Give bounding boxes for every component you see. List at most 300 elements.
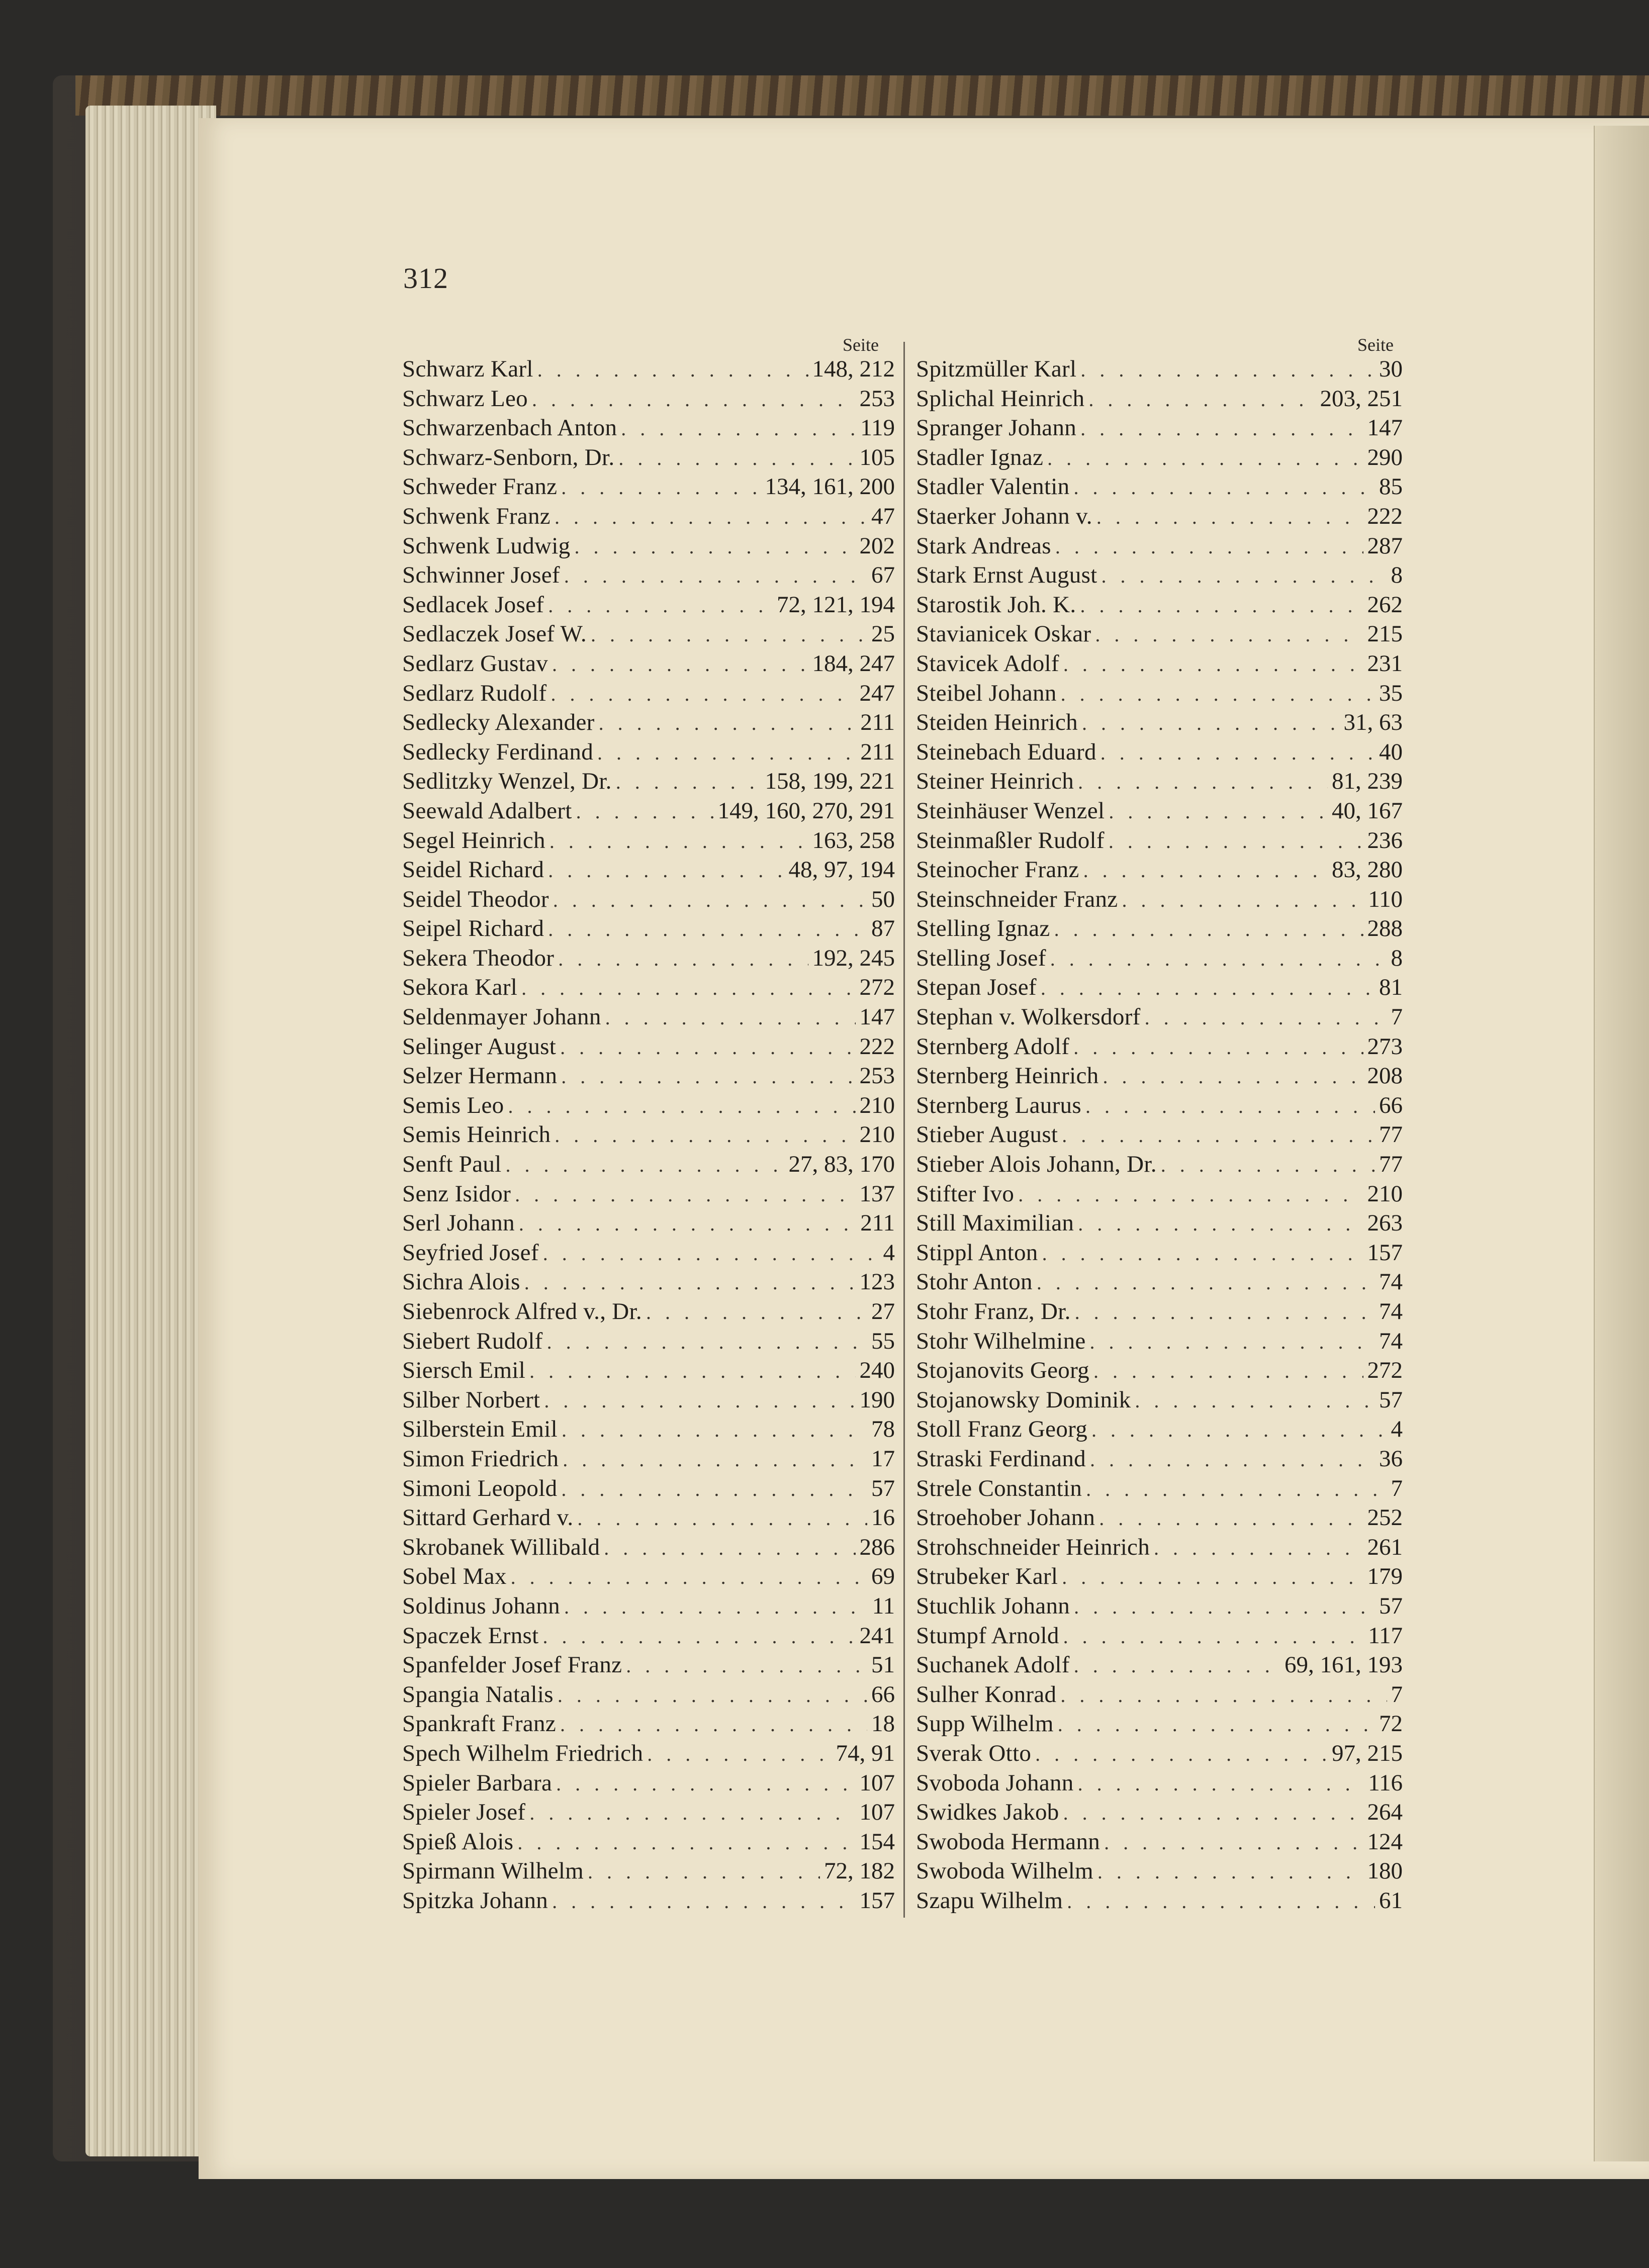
- index-entry: [916, 1710, 1403, 1740]
- entry-pages: 81, 239: [1332, 768, 1403, 795]
- dot-leader: [574, 535, 855, 558]
- dot-leader: [1145, 1006, 1387, 1029]
- entry-name: Spankraft Franz: [402, 1711, 556, 1737]
- page-stack: [85, 106, 216, 2156]
- entry-pages: 190: [859, 1386, 895, 1413]
- dot-leader: [551, 682, 855, 706]
- entry-name: Stieber August: [916, 1121, 1058, 1148]
- index-entry: [916, 414, 1403, 444]
- entry-name: Steinocher Franz: [916, 857, 1079, 883]
- entry-pages: 81: [1379, 974, 1403, 1001]
- index-entry: [402, 1445, 895, 1475]
- entry-pages: 51: [871, 1652, 895, 1678]
- entry-name: Stohr Wilhelmine: [916, 1328, 1086, 1354]
- entry-pages: 35: [1379, 680, 1403, 706]
- dot-leader: [517, 1831, 855, 1854]
- entry-pages: 240: [859, 1357, 895, 1384]
- index-entry: [402, 1592, 895, 1622]
- dot-leader: [1088, 388, 1316, 411]
- entry-pages: 72, 121, 194: [777, 591, 895, 618]
- entry-name: Stifter Ivo: [916, 1180, 1015, 1207]
- entry-name: Stephan v. Wolkersdorf: [916, 1004, 1141, 1030]
- entry-pages: 4: [1391, 1416, 1403, 1443]
- entry-pages: 116: [1368, 1769, 1403, 1796]
- entry-name: Stieber Alois Johann, Dr.: [916, 1151, 1157, 1178]
- index-entry: [916, 1357, 1403, 1386]
- dot-leader: [1035, 1742, 1328, 1766]
- entry-name: Siebert Rudolf: [402, 1328, 543, 1354]
- index-entry: [916, 1415, 1403, 1445]
- entry-name: Steinhäuser Wenzel: [916, 797, 1105, 824]
- dot-leader: [555, 1123, 855, 1147]
- entry-pages: 107: [859, 1799, 895, 1826]
- index-entry: [402, 886, 895, 915]
- index-entry: [916, 1681, 1403, 1711]
- entry-pages: 273: [1367, 1033, 1403, 1060]
- index-entry: [916, 1268, 1403, 1298]
- entry-pages: 77: [1379, 1151, 1403, 1178]
- dot-leader: [1063, 1801, 1363, 1825]
- marbled-edge: [75, 75, 1649, 116]
- entry-name: Seidel Richard: [402, 857, 544, 883]
- dot-leader: [515, 1183, 855, 1206]
- dot-leader: [560, 1035, 855, 1059]
- entry-name: Sedlaczek Josef W.: [402, 621, 587, 647]
- index-entry: [402, 620, 895, 650]
- index-entry: [402, 1622, 895, 1652]
- entry-name: Svoboda Johann: [916, 1769, 1074, 1796]
- dot-leader: [1109, 829, 1363, 853]
- entry-pages: 147: [859, 1004, 895, 1030]
- entry-name: Serl Johann: [402, 1210, 515, 1237]
- entry-name: Silber Norbert: [402, 1386, 540, 1413]
- entry-pages: 247: [859, 680, 895, 706]
- dot-leader: [529, 1801, 855, 1825]
- index-entry: [402, 944, 895, 974]
- entry-name: Senz Isidor: [402, 1180, 511, 1207]
- dot-leader: [1093, 1359, 1363, 1383]
- entry-name: Seewald Adalbert: [402, 797, 572, 824]
- dot-leader: [1080, 417, 1363, 440]
- entry-name: Simon Friedrich: [402, 1445, 559, 1472]
- index-entry: [916, 1151, 1403, 1180]
- index-entry: [916, 1857, 1403, 1887]
- index-entry: [916, 1622, 1403, 1652]
- index-entry: [402, 1151, 895, 1180]
- entry-pages: 16: [871, 1504, 895, 1531]
- dot-leader: [1099, 1506, 1363, 1530]
- entry-name: Spieß Alois: [402, 1828, 514, 1855]
- entry-pages: 119: [860, 415, 895, 441]
- index-entry: [402, 1534, 895, 1563]
- entry-pages: 74: [1379, 1269, 1403, 1295]
- index-entry: [916, 444, 1403, 474]
- index-entry: [916, 827, 1403, 857]
- entry-name: Sternberg Adolf: [916, 1033, 1070, 1060]
- dot-leader: [548, 594, 773, 617]
- dot-leader: [618, 446, 855, 470]
- entry-name: Silberstein Emil: [402, 1416, 558, 1443]
- dot-leader: [1090, 1330, 1375, 1354]
- entry-pages: 57: [1379, 1386, 1403, 1413]
- index-entry: [916, 886, 1403, 915]
- index-entry: [916, 1475, 1403, 1504]
- entry-pages: 147: [1367, 415, 1403, 441]
- entry-name: Sichra Alois: [402, 1269, 520, 1295]
- entry-pages: 157: [1367, 1239, 1403, 1266]
- entry-name: Spanfelder Josef Franz: [402, 1652, 622, 1678]
- entry-name: Strubeker Karl: [916, 1563, 1058, 1590]
- dot-leader: [1047, 446, 1363, 470]
- dot-leader: [1042, 1242, 1363, 1265]
- entry-name: Semis Heinrich: [402, 1121, 551, 1148]
- entry-name: Stojanowsky Dominik: [916, 1386, 1131, 1413]
- index-entry: [916, 355, 1403, 385]
- index-entry: [916, 738, 1403, 768]
- dot-leader: [1037, 1271, 1375, 1294]
- entry-name: Stelling Josef: [916, 944, 1046, 971]
- entry-pages: 97, 215: [1332, 1740, 1403, 1766]
- index-entry: [402, 1740, 895, 1769]
- entry-name: Stadler Ignaz: [916, 444, 1044, 470]
- dot-leader: [563, 1448, 867, 1471]
- entry-name: Skrobanek Willibald: [402, 1534, 600, 1560]
- entry-name: Stavicek Adolf: [916, 650, 1059, 677]
- entry-pages: 211: [860, 1210, 895, 1237]
- index-entry: [916, 797, 1403, 827]
- entry-name: Sternberg Laurus: [916, 1092, 1081, 1118]
- entry-pages: 215: [1367, 621, 1403, 647]
- index-entry: [402, 473, 895, 503]
- entry-pages: 263: [1367, 1210, 1403, 1237]
- index-column-left: [402, 355, 895, 1916]
- entry-name: Stuchlik Johann: [916, 1592, 1070, 1619]
- dot-leader: [1062, 1565, 1363, 1589]
- index-entry: [916, 1887, 1403, 1917]
- dot-leader: [626, 1654, 867, 1677]
- entry-pages: 55: [871, 1328, 895, 1354]
- next-page-edge: [1594, 126, 1649, 2161]
- entry-pages: 222: [1367, 503, 1403, 529]
- entry-name: Sobel Max: [402, 1563, 507, 1590]
- entry-pages: 78: [871, 1416, 895, 1443]
- entry-name: Stohr Anton: [916, 1269, 1033, 1295]
- entry-name: Senft Paul: [402, 1151, 502, 1178]
- entry-pages: 25: [871, 621, 895, 647]
- entry-name: Siebenrock Alfred v., Dr.: [402, 1298, 642, 1325]
- entry-pages: 72: [1379, 1711, 1403, 1737]
- dot-leader: [604, 1536, 855, 1560]
- index-entry: [402, 444, 895, 474]
- entry-pages: 57: [1379, 1592, 1403, 1619]
- index-entry: [402, 1651, 895, 1681]
- entry-pages: 231: [1367, 650, 1403, 677]
- dot-leader: [524, 1271, 856, 1294]
- index-entry: [916, 915, 1403, 944]
- entry-pages: 27, 83, 170: [788, 1151, 895, 1178]
- entry-pages: 8: [1391, 944, 1403, 971]
- index-entry: [916, 1534, 1403, 1563]
- dot-leader: [576, 800, 714, 823]
- dot-leader: [1074, 1595, 1375, 1619]
- entry-pages: 31, 63: [1343, 709, 1403, 736]
- dot-leader: [1078, 770, 1328, 794]
- entry-name: Siersch Emil: [402, 1357, 526, 1384]
- dot-leader: [1097, 1860, 1363, 1883]
- entry-name: Schwenk Franz: [402, 503, 551, 529]
- entry-pages: 7: [1391, 1681, 1403, 1708]
- index-entry: [402, 827, 895, 857]
- entry-pages: 222: [859, 1033, 895, 1060]
- index-entry: [402, 1180, 895, 1210]
- entry-name: Spranger Johann: [916, 415, 1077, 441]
- index-entry: [916, 1298, 1403, 1328]
- entry-pages: 287: [1367, 532, 1403, 559]
- index-entry: [916, 944, 1403, 974]
- dot-leader: [560, 1713, 867, 1736]
- dot-leader: [1074, 1654, 1280, 1677]
- dot-leader: [552, 1889, 855, 1913]
- index-column-right: [916, 355, 1403, 1916]
- entry-name: Spech Wilhelm Friedrich: [402, 1740, 644, 1766]
- dot-leader: [1063, 652, 1363, 676]
- dot-leader: [548, 917, 867, 941]
- index-entry: [916, 1799, 1403, 1828]
- index-entry: [402, 1121, 895, 1151]
- entry-pages: 67: [871, 562, 895, 589]
- entry-name: Swoboda Wilhelm: [916, 1858, 1093, 1884]
- dot-leader: [1122, 888, 1364, 912]
- entry-pages: 290: [1367, 444, 1403, 470]
- entry-name: Spaczek Ernst: [402, 1622, 539, 1649]
- entry-name: Stadler Valentin: [916, 474, 1070, 500]
- dot-leader: [588, 1860, 820, 1883]
- entry-pages: 85: [1379, 474, 1403, 500]
- index-entry: [916, 1563, 1403, 1592]
- right-column-header: Seite: [1357, 335, 1394, 355]
- dot-leader: [1104, 1831, 1363, 1854]
- dot-leader: [549, 829, 808, 853]
- index-entry: [402, 709, 895, 738]
- entry-pages: 158, 199, 221: [765, 768, 895, 795]
- entry-name: Staerker Johann v.: [916, 503, 1092, 529]
- index-entry: [916, 1328, 1403, 1357]
- dot-leader: [1103, 1065, 1363, 1088]
- entry-pages: 40, 167: [1332, 797, 1403, 824]
- index-entry: [402, 1563, 895, 1592]
- entry-pages: 211: [860, 738, 895, 765]
- entry-pages: 262: [1367, 591, 1403, 618]
- entry-name: Seyfried Josef: [402, 1239, 539, 1266]
- dot-leader: [1067, 1889, 1375, 1913]
- entry-pages: 123: [859, 1269, 895, 1295]
- entry-pages: 107: [859, 1769, 895, 1796]
- entry-pages: 253: [859, 1063, 895, 1089]
- entry-name: Stoll Franz Georg: [916, 1416, 1088, 1443]
- dot-leader: [1060, 1683, 1387, 1707]
- dot-leader: [1062, 1123, 1375, 1147]
- entry-name: Sverak Otto: [916, 1740, 1032, 1766]
- dot-leader: [553, 888, 867, 912]
- entry-name: Starostik Joh. K.: [916, 591, 1076, 618]
- entry-name: Steiner Heinrich: [916, 768, 1074, 795]
- index-entry: [402, 591, 895, 621]
- entry-name: Sedlitzky Wenzel, Dr.: [402, 768, 612, 795]
- dot-leader: [1078, 1212, 1363, 1236]
- dot-leader: [508, 1094, 855, 1118]
- dot-leader: [1050, 947, 1387, 971]
- entry-pages: 7: [1391, 1004, 1403, 1030]
- page-number: 312: [403, 262, 448, 295]
- entry-pages: 202: [859, 532, 895, 559]
- entry-name: Strele Constantin: [916, 1475, 1082, 1501]
- index-entry: [916, 532, 1403, 562]
- dot-leader: [1109, 800, 1328, 823]
- dot-leader: [1154, 1536, 1363, 1560]
- index-entry: [402, 1062, 895, 1092]
- entry-name: Schwarz-Senborn, Dr.: [402, 444, 615, 470]
- entry-pages: 57: [871, 1475, 895, 1501]
- entry-name: Spitzmüller Karl: [916, 356, 1077, 382]
- dot-leader: [1096, 505, 1363, 529]
- dot-leader: [1078, 1772, 1364, 1795]
- index-entry: [402, 1209, 895, 1239]
- dot-leader: [1055, 535, 1363, 558]
- entry-name: Stojanovits Georg: [916, 1357, 1089, 1384]
- index-entry: [402, 1092, 895, 1121]
- index-entry: [402, 1828, 895, 1858]
- dot-leader: [577, 1506, 867, 1530]
- entry-name: Still Maximilian: [916, 1210, 1074, 1237]
- entry-name: Seldenmayer Johann: [402, 1004, 601, 1030]
- dot-leader: [562, 1418, 867, 1442]
- dot-leader: [1080, 358, 1375, 382]
- entry-name: Stark Ernst August: [916, 562, 1097, 589]
- entry-name: Stepan Josef: [916, 974, 1037, 1001]
- entry-pages: 241: [859, 1622, 895, 1649]
- entry-name: Segel Heinrich: [402, 827, 545, 854]
- entry-pages: 210: [859, 1121, 895, 1148]
- entry-pages: 288: [1367, 915, 1403, 942]
- index-entry: [402, 1415, 895, 1445]
- entry-pages: 252: [1367, 1504, 1403, 1531]
- index-entry: [402, 1328, 895, 1357]
- entry-name: Sedlarz Rudolf: [402, 680, 547, 706]
- entry-name: Spirmann Wilhelm: [402, 1858, 584, 1884]
- entry-name: Stumpf Arnold: [916, 1622, 1059, 1649]
- index-entry: [402, 532, 895, 562]
- index-entry: [402, 1799, 895, 1828]
- dot-leader: [1073, 1035, 1363, 1059]
- index-entry: [916, 591, 1403, 621]
- entry-name: Stohr Franz, Dr.: [916, 1298, 1071, 1325]
- dot-leader: [555, 505, 867, 529]
- dot-leader: [552, 652, 808, 676]
- index-entry: [402, 1033, 895, 1063]
- entry-pages: 180: [1367, 1858, 1403, 1884]
- column-divider: [903, 342, 905, 1918]
- dot-leader: [591, 623, 867, 646]
- entry-name: Suchanek Adolf: [916, 1652, 1070, 1678]
- entry-pages: 210: [1367, 1180, 1403, 1207]
- entry-pages: 154: [859, 1828, 895, 1855]
- dot-leader: [1018, 1183, 1363, 1206]
- dot-leader: [1073, 476, 1375, 499]
- index-entry: [916, 1386, 1403, 1416]
- entry-name: Stelling Ignaz: [916, 915, 1050, 942]
- index-entry: [916, 1180, 1403, 1210]
- index-entry: [916, 620, 1403, 650]
- dot-leader: [1080, 594, 1363, 617]
- entry-name: Spangia Natalis: [402, 1681, 554, 1708]
- entry-name: Spitzka Johann: [402, 1887, 548, 1914]
- dot-leader: [647, 1742, 832, 1766]
- index-entry: [916, 1003, 1403, 1033]
- entry-pages: 47: [871, 503, 895, 529]
- entry-name: Szapu Wilhelm: [916, 1887, 1063, 1914]
- index-entry: [916, 856, 1403, 886]
- index-entry: [916, 1445, 1403, 1475]
- index-entry: [402, 1769, 895, 1799]
- index-entry: [916, 1092, 1403, 1121]
- index-entry: [402, 797, 895, 827]
- index-entry: [402, 1003, 895, 1033]
- entry-pages: 286: [859, 1534, 895, 1560]
- entry-name: Spieler Barbara: [402, 1769, 553, 1796]
- index-entry: [402, 738, 895, 768]
- entry-pages: 253: [859, 385, 895, 412]
- index-entry: [916, 561, 1403, 591]
- index-entry: [402, 915, 895, 944]
- index-entry: [402, 355, 895, 385]
- dot-leader: [543, 1242, 879, 1265]
- index-entry: [402, 1475, 895, 1504]
- entry-pages: 110: [1368, 886, 1403, 912]
- dot-leader: [556, 1772, 855, 1795]
- entry-name: Steinmaßler Rudolf: [916, 827, 1105, 854]
- entry-name: Stroehober Johann: [916, 1504, 1095, 1531]
- entry-pages: 17: [871, 1445, 895, 1472]
- entry-pages: 66: [1379, 1092, 1403, 1118]
- entry-pages: 4: [883, 1239, 895, 1266]
- index-entry: [916, 1033, 1403, 1063]
- index-entry: [916, 503, 1403, 532]
- entry-pages: 192, 245: [812, 944, 895, 971]
- index-entry: [916, 473, 1403, 503]
- entry-name: Schwinner Josef: [402, 562, 560, 589]
- dot-leader: [1085, 1094, 1375, 1118]
- index-entry: [402, 1857, 895, 1887]
- entry-pages: 264: [1367, 1799, 1403, 1826]
- entry-name: Schwarz Leo: [402, 385, 528, 412]
- entry-pages: 36: [1379, 1445, 1403, 1472]
- entry-pages: 157: [859, 1887, 895, 1914]
- entry-name: Sekora Karl: [402, 974, 518, 1001]
- dot-leader: [544, 1389, 855, 1412]
- entry-pages: 8: [1391, 562, 1403, 589]
- index-entry: [916, 680, 1403, 709]
- index-entry: [402, 1357, 895, 1386]
- dot-leader: [521, 976, 855, 1000]
- entry-pages: 7: [1391, 1475, 1403, 1501]
- dot-leader: [646, 1300, 867, 1324]
- dot-leader: [1083, 859, 1328, 882]
- entry-name: Spieler Josef: [402, 1799, 526, 1826]
- entry-name: Sternberg Heinrich: [916, 1063, 1099, 1089]
- index-entry: [916, 1740, 1403, 1769]
- entry-pages: 210: [859, 1092, 895, 1118]
- entry-pages: 261: [1367, 1534, 1403, 1560]
